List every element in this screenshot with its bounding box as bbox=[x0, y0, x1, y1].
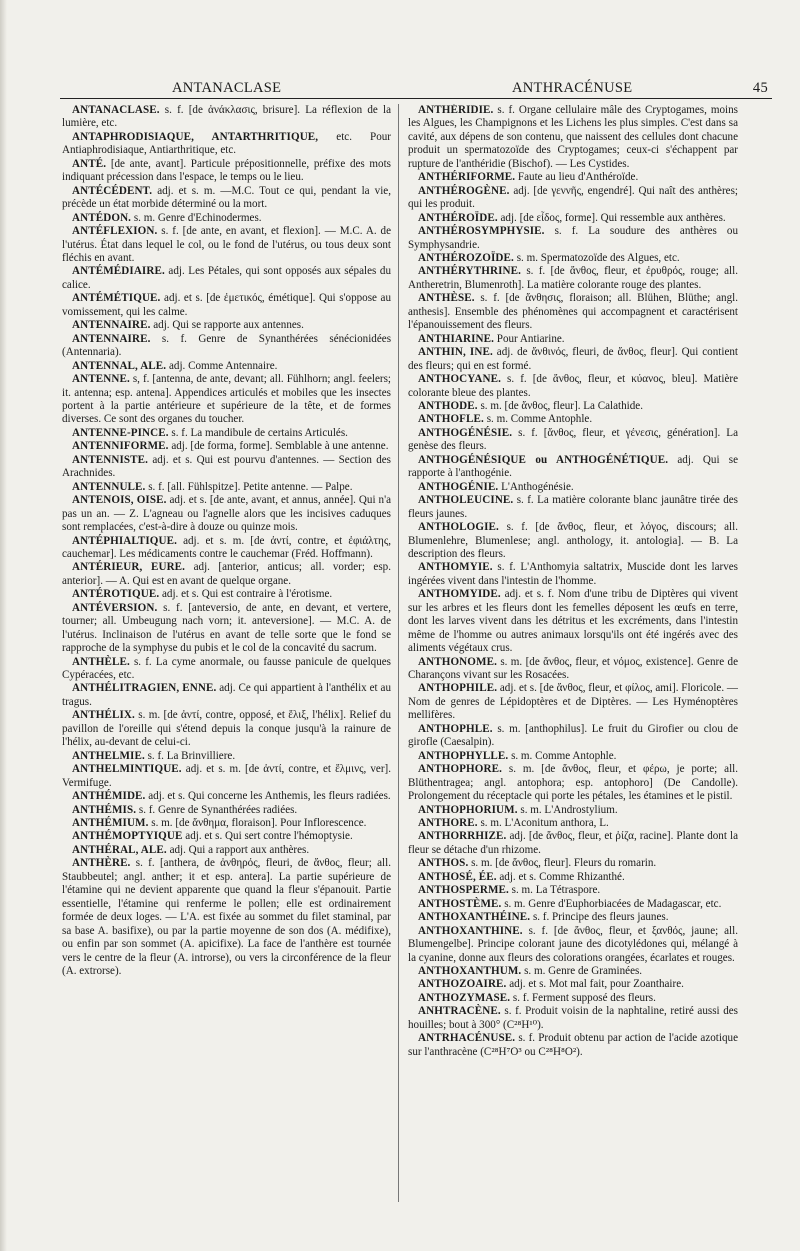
entry-definition: s. f. Ferment supposé des fleurs. bbox=[512, 991, 656, 1004]
entry-headword: ANTENOIS, OISE. bbox=[72, 494, 167, 507]
entry-headword: ANTHODE. bbox=[418, 399, 478, 412]
entry-definition: s. m. [de ἄνθημα, floraison]. Pour Inflorescence. bbox=[151, 817, 367, 830]
dictionary-entry bbox=[62, 185, 391, 212]
entry-definition: s. m. L'Aconitum anthora, L. bbox=[480, 817, 609, 830]
entry-definition: Pour Antiarine. bbox=[496, 332, 565, 345]
dictionary-entry bbox=[62, 817, 391, 830]
entry-headword: ANTHELMIE. bbox=[72, 749, 145, 762]
entry-headword: ANTHOGÉNÉSIE. bbox=[418, 426, 513, 439]
dictionary-entry bbox=[62, 535, 391, 562]
dictionary-entry bbox=[62, 682, 391, 709]
dictionary-entry bbox=[408, 413, 738, 426]
entry-headword: ANTHÉRYTHRINE. bbox=[418, 265, 522, 278]
dictionary-entry bbox=[408, 561, 738, 588]
entry-headword: ANTHOFLE. bbox=[418, 413, 484, 426]
entry-definition: s. f. La matière colorante blanc jaunâtre tirée des fleurs jaunes. bbox=[408, 494, 738, 520]
entry-definition: s. f. [de ἄνθος, fleur, et ἐρυθρός, rouge; all. Antheretrin, Blumenroth]. La matière colorante rouge des plantes. bbox=[408, 265, 738, 291]
entry-headword: ANTHONOME. bbox=[418, 655, 497, 668]
entry-headword: ANTRHACÉNUSE. bbox=[418, 1032, 516, 1045]
entry-definition: adj. de ἄνθινός, fleuri, de ἄνθος, fleur]. Qui contient des fleurs; qui en est formé. bbox=[408, 346, 738, 372]
entry-headword: ANTÉDON. bbox=[72, 211, 132, 224]
entry-definition: s, f. [antenna, de ante, devant; all. Fühlhorn; angl. feelers; it. antenna; esp. antena]. Appendices articulés et mobiles que les insectes portent à la partie antérieure et supérieure de la tête, et de formes diverses. Ce sont des organes du toucher. bbox=[62, 373, 391, 426]
entry-definition: adj. [de εἶδος, forme]. Qui ressemble aux anthères. bbox=[500, 211, 726, 224]
entry-headword: ANTHOPHYLLE. bbox=[418, 749, 509, 762]
dictionary-entry bbox=[62, 104, 391, 131]
dictionary-entry bbox=[408, 454, 738, 481]
header-right-title: ANTHRACÉNUSE bbox=[512, 80, 633, 96]
dictionary-entry bbox=[408, 656, 738, 683]
entry-headword: ANTHOSTÈME. bbox=[418, 897, 502, 910]
dictionary-entry bbox=[62, 763, 391, 790]
entry-definition: adj. Les Pétales, qui sont opposés aux sépales du calice. bbox=[62, 265, 391, 291]
entry-definition: s. m. Genre d'Echinodermes. bbox=[133, 211, 262, 224]
entry-definition: s. m. La Tétraspore. bbox=[511, 884, 601, 897]
entry-definition: adj. et s. Qui sert contre l'hémoptysie. bbox=[185, 830, 353, 843]
entry-definition: s. f. [de ἄνθησις, floraison; all. Blühen, Blüthe; angl. anthesis]. Ensemble des phénomènes qui accompagnent et caractérisent l'épanouissement des fleurs. bbox=[408, 292, 738, 332]
entry-definition: s. f. La cyme anormale, ou fausse panicule de quelques Cypéracées, etc. bbox=[62, 655, 391, 682]
entry-definition: adj. et s. f. Nom d'une tribu de Diptères qui vivent sur les arbres et les fleurs dont les femelles déposent les œufs en terre, dont les larves vivent dans les détritus et les excréments, dans l'intestin même de l'homme ou autres animaux lorsqu'ils ont été ingérés avec des aliments végétaux crus. bbox=[408, 588, 738, 655]
entry-headword: ANTENNE-PINCE. bbox=[72, 426, 169, 439]
entry-definition: adj. et s. m. [de ἀντί, contre, et ἕλμινς, ver]. Vermifuge. bbox=[62, 763, 391, 789]
dictionary-entry bbox=[62, 440, 391, 453]
entry-headword: ANTHOXANTHINE. bbox=[418, 924, 523, 937]
dictionary-entry bbox=[408, 871, 738, 884]
entry-definition: adj. et s. [de ante, avant, et annus, année]. Qui n'a pas un an. — Z. L'agneau ou l'agnelle alors que les incisives caduques sont remplacées, c'est-à-dire à douze ou quinze mois. bbox=[62, 494, 391, 534]
dictionary-entry bbox=[408, 978, 738, 991]
entry-headword: ANTHOSPERME. bbox=[418, 884, 509, 897]
entry-definition: s. m. [de ἄνθος, fleur, et νόμος, existence]. Genre de Charançons vivant sur les Rosacées. bbox=[408, 655, 738, 682]
dictionary-entry bbox=[62, 561, 391, 588]
entry-headword: ANTHOLEUCINE. bbox=[418, 494, 514, 507]
left-column bbox=[62, 104, 391, 1204]
entry-definition: s. f. [de ἀνάκλασις, brisure]. La réflexion de la lumière, etc. bbox=[62, 104, 391, 130]
entry-headword: ANTHOZOAIRE. bbox=[418, 978, 507, 991]
entry-definition: s. f. [de ante, en avant, et flexion]. — M.C. A. de l'utérus. État dans lequel le col, ou le fond de l'utérus, ou tous deux sont fléchis en avant. bbox=[62, 225, 391, 264]
entry-headword: ANTHIARINE. bbox=[418, 332, 494, 345]
entry-headword: ANTHOPHORIUM. bbox=[418, 803, 518, 816]
entry-headword: ANTHOZYMASE. bbox=[418, 991, 511, 1004]
dictionary-entry bbox=[408, 373, 738, 400]
dictionary-entry bbox=[62, 750, 391, 763]
dictionary-entry bbox=[408, 1005, 738, 1032]
entry-headword: ANTHOPHILE. bbox=[418, 682, 498, 695]
entry-headword: ANTHÉLIX. bbox=[72, 709, 135, 722]
entry-definition: adj. Qui se rapporte à l'anthogénie. bbox=[408, 453, 738, 480]
entry-headword: ANTHOXANTHÉINE. bbox=[418, 911, 531, 924]
entry-headword: ANTHELMINTIQUE. bbox=[72, 763, 182, 776]
entry-definition: adj. [anterior, anticus; all. vorder; esp. anterior]. — A. Qui est en avant de quelque organe. bbox=[62, 561, 391, 587]
dictionary-entry bbox=[408, 763, 738, 803]
entry-definition: s. m. Genre de Graminées. bbox=[524, 965, 643, 977]
dictionary-entry bbox=[408, 292, 738, 332]
dictionary-entry bbox=[62, 333, 391, 360]
dictionary-entry bbox=[62, 319, 391, 332]
entry-definition: s. f. Principe des fleurs jaunes. bbox=[532, 911, 669, 924]
entry-headword: ANTHOLOGIE. bbox=[418, 521, 499, 534]
entry-headword: ANTÉMÉTIQUE. bbox=[72, 292, 161, 305]
entry-headword: ANHTRACÈNE. bbox=[418, 1005, 501, 1018]
dictionary-entry bbox=[408, 911, 738, 924]
entry-definition: s. f. [de ἄνθος, fleur, et ξανθός, jaune; all. Blumengelbe]. Principe colorant jaune des dicotylédones qui, mélangé à la cyanine, donne aux fleurs des colorations orangées, écarlates et rouges. bbox=[408, 924, 738, 964]
entry-headword: ANTHÉROSYMPHYSIE. bbox=[418, 225, 545, 238]
dictionary-entry bbox=[62, 830, 391, 843]
entry-headword: ANTHOS. bbox=[418, 857, 469, 870]
entry-headword: ANTENNULE. bbox=[72, 480, 146, 493]
dictionary-entry bbox=[408, 898, 738, 911]
entry-definition: s. m. Comme Antophle. bbox=[511, 749, 617, 762]
dictionary-entry bbox=[62, 790, 391, 803]
dictionary-entry bbox=[62, 709, 391, 749]
entry-definition: etc. Pour Antiaphrodisiaque, Antiarthritique, etc. bbox=[62, 130, 391, 157]
entry-headword: ANTAPHRODISIAQUE, ANTARTHRITIQUE, bbox=[72, 130, 319, 143]
dictionary-entry bbox=[408, 682, 738, 722]
entry-headword: ANTHÉROÏDE. bbox=[418, 211, 498, 224]
dictionary-entry bbox=[408, 588, 738, 655]
entry-definition: adj. [de ἄνθος, fleur, et ῥίζα, racine]. Plante dont la fleur se détache d'un rhizome. bbox=[408, 830, 738, 856]
entry-headword: ANTHORE. bbox=[418, 817, 478, 830]
dictionary-entry bbox=[62, 844, 391, 857]
entry-headword: ANTHOPHORE. bbox=[418, 763, 502, 776]
entry-definition: adj. et s. Qui concerne les Anthemis, les fleurs radiées. bbox=[148, 790, 391, 803]
entry-headword: ANTHÉRIFORME. bbox=[418, 171, 516, 184]
dictionary-entry bbox=[62, 225, 391, 265]
dictionary-entry bbox=[408, 265, 738, 292]
dictionary-entry bbox=[62, 588, 391, 601]
page-number: 45 bbox=[752, 80, 768, 96]
entry-definition: [de ante, avant]. Particule prépositionnelle, préfixe des mots indiquant précession dans l'espace, le temps ou le lieu. bbox=[62, 157, 391, 184]
dictionary-entry bbox=[62, 373, 391, 427]
dictionary-entry bbox=[62, 158, 391, 185]
dictionary-entry bbox=[408, 925, 738, 965]
dictionary-entry bbox=[62, 804, 391, 817]
dictionary-entry bbox=[408, 333, 738, 346]
entry-headword: ANTÉROTIQUE. bbox=[72, 588, 160, 601]
entry-definition: s. m. [de ἀντί, contre, opposé, et ἕλιξ, l'hélix]. Relief du pavillon de l'oreille qui s'étend depuis la conque jusqu'à la rainure de l'hélix, au-devant de celui-ci. bbox=[62, 709, 391, 749]
entry-definition: adj. et s. Mot mal fait, pour Zoanthaire. bbox=[509, 978, 684, 991]
entry-definition: adj. et s. Comme Rhizanthé. bbox=[499, 870, 625, 883]
entry-headword: ANTÉPHIALTIQUE. bbox=[72, 534, 177, 547]
entry-definition: adj. et s. [de ἄνθος, fleur, et φίλος, ami]. Floricole. — Nom de genres de Lépidoptères et de Diptères. — Les Hyménoptères mellifères. bbox=[408, 682, 738, 722]
right-column bbox=[408, 104, 738, 1204]
entry-definition: s. f. La Brinvilliere. bbox=[147, 749, 236, 762]
dictionary-entry bbox=[408, 723, 738, 750]
entry-definition: s. m. [de ἄνθος, fleur, et φέρω, je porte; all. Blüthentragea; angl. antophora; esp. antophoro] (De Candolle). Prolongement du réceptacle qui porte les pétales, les étamines et le pistil. bbox=[408, 763, 738, 803]
entry-definition: s. m. [de ἄνθος, fleur]. La Calathide. bbox=[480, 399, 644, 412]
dictionary-entry bbox=[408, 521, 738, 561]
entry-headword: ANTHOXANTHUM. bbox=[418, 965, 522, 977]
dictionary-entry bbox=[408, 427, 738, 454]
dictionary-entry bbox=[62, 360, 391, 373]
dictionary-entry bbox=[62, 212, 391, 225]
entry-headword: ANTHÉRAL, ALE. bbox=[72, 843, 167, 856]
entry-headword: ANTÉVERSION. bbox=[72, 601, 158, 614]
dictionary-entry bbox=[408, 1032, 738, 1059]
entry-headword: ANTHÉMOPTYIQUE bbox=[72, 830, 183, 843]
entry-definition: s. m. [anthophilus]. Le fruit du Girofier ou clou de girofle (Caesalpin). bbox=[408, 722, 738, 749]
entry-headword: ANTHOMYIE. bbox=[418, 561, 493, 574]
entry-headword: ANTÉFLEXION. bbox=[72, 225, 158, 238]
dictionary-entry bbox=[408, 252, 738, 265]
entry-definition: s. m. L'Androstylium. bbox=[520, 803, 618, 816]
dictionary-entry bbox=[408, 400, 738, 413]
entry-headword: ANTHÉMIS. bbox=[72, 803, 137, 816]
entry-headword: ANTENNE. bbox=[72, 373, 130, 386]
dictionary-entry bbox=[408, 857, 738, 870]
entry-definition: s. f. [de ἄνθος, fleur, et κύανος, bleu]. Matière colorante bleue des plantes. bbox=[408, 373, 738, 399]
entry-definition: adj. Qui se rapporte aux antennes. bbox=[153, 319, 304, 332]
binding-shadow bbox=[0, 0, 7, 1251]
entry-headword: ANTHOSÉ, ÉE. bbox=[418, 870, 497, 883]
entry-definition: adj. et s. Qui est pourvu d'antennes. — Section des Arachnides. bbox=[62, 453, 391, 480]
entry-definition: adj. Comme Antennaire. bbox=[168, 359, 278, 372]
entry-headword: ANTÉRIEUR, EURE. bbox=[72, 561, 186, 574]
dictionary-entry bbox=[408, 992, 738, 1005]
dictionary-entry bbox=[408, 830, 738, 857]
entry-definition: adj. [de forma, forme]. Semblable à une antenne. bbox=[171, 440, 389, 453]
entry-definition: adj. et s. [de ἐμετικός, émétique]. Qui s'oppose au vomissement, qui les calme. bbox=[62, 292, 391, 318]
entry-definition: s. f. Produit obtenu par action de l'acide azotique sur l'anthracène (C²⁸H⁷O³ ou C²⁸H⁸O²). bbox=[408, 1032, 738, 1058]
entry-definition: s. m. [de ἄνθος, fleur]. Fleurs du romarin. bbox=[471, 857, 657, 870]
entry-definition: s. m. Genre d'Euphorbiacées de Madagascar, etc. bbox=[504, 897, 722, 910]
entry-headword: ANTENNAIRE. bbox=[72, 332, 151, 345]
entry-definition: s. f. [ἄνθος, fleur, et γένεσις, génération]. La genèse des fleurs. bbox=[408, 426, 738, 453]
dictionary-entry bbox=[62, 494, 391, 534]
entry-headword: ANTENNIFORME. bbox=[72, 440, 169, 453]
dictionary-entry bbox=[408, 481, 738, 494]
entry-definition: adj. [de γεννῆς, engendré]. Qui naît des anthères; qui les produit. bbox=[408, 184, 738, 211]
entry-headword: ANTHÉLITRAGIEN, ENNE. bbox=[72, 682, 217, 695]
entry-definition: s. m. Comme Antophle. bbox=[486, 413, 593, 426]
entry-definition: s. f. Genre de Synanthérées radiées. bbox=[138, 803, 298, 816]
entry-definition: s. m. Spermatozoïde des Algues, etc. bbox=[516, 251, 680, 264]
entry-definition: s. f. La soudure des anthères ou Symphysandrie. bbox=[408, 225, 738, 251]
entry-definition: L'Anthogénésie. bbox=[501, 480, 574, 493]
entry-headword: ANTHOPHLE. bbox=[418, 722, 493, 735]
dictionary-entry bbox=[62, 292, 391, 319]
entry-headword: ANTHÉROGÈNE. bbox=[418, 184, 510, 197]
entry-definition: adj. Ce qui appartient à l'anthélix et au tragus. bbox=[62, 682, 391, 708]
dictionary-entry bbox=[62, 656, 391, 683]
entry-definition: s. f. La mandibule de certains Articulés. bbox=[171, 426, 348, 439]
dictionary-entry bbox=[408, 750, 738, 763]
entry-headword: ANTHOCYANE. bbox=[418, 373, 501, 386]
entry-headword: ANTHÉMIDE. bbox=[72, 790, 146, 803]
dictionary-entry bbox=[408, 804, 738, 817]
dictionary-entry bbox=[408, 817, 738, 830]
dictionary-entry bbox=[62, 454, 391, 481]
entry-headword: ANTHOMYIDE. bbox=[418, 588, 501, 601]
entry-definition: s. f. Produit voisin de la naphtaline, retiré aussi des houilles; bout à 300° (C²⁸H¹⁰). bbox=[408, 1005, 738, 1031]
dictionary-entry bbox=[62, 265, 391, 292]
dictionary-entry bbox=[408, 884, 738, 897]
entry-headword: ANTHÉROZOÏDE. bbox=[418, 251, 514, 264]
entry-definition: s. f. Genre de Synanthérées sénécionidées (Antennaria). bbox=[62, 332, 391, 359]
dictionary-entry bbox=[62, 131, 391, 158]
dictionary-entry bbox=[62, 602, 391, 656]
entry-headword: ANTHORRHIZE. bbox=[418, 830, 507, 843]
entry-definition: adj. et s. Qui est contraire à l'érotisme. bbox=[161, 588, 333, 601]
entry-definition: Faute au lieu d'Anthéroïde. bbox=[517, 171, 639, 184]
dictionary-entry bbox=[408, 965, 738, 978]
entry-definition: s. f. L'Anthomyia saltatrix, Muscide dont les larves ingérées vivent dans l'intestin de l'homme. bbox=[408, 561, 738, 587]
entry-headword: ANTÉMÉDIAIRE. bbox=[72, 265, 165, 278]
header-rule bbox=[60, 98, 772, 99]
dictionary-entry bbox=[408, 225, 738, 252]
entry-headword: ANTHIN, INE. bbox=[418, 346, 493, 359]
entry-headword: ANTHÈRE. bbox=[72, 857, 131, 870]
entry-definition: s. f. Organe cellulaire mâle des Cryptogames, moins les Algues, les Champignons et les Lichens les plus simples. C'est dans sa cavité, aux dépens de son contenu, que naissent des cellules dont chacune produit un spermatozoïde des Cryptogames; ceux-ci s'échappent par rupture de l'anthéridie (Bischof). — Les Cystides. bbox=[408, 104, 738, 170]
entry-headword: ANTHÈSE. bbox=[418, 292, 475, 305]
entry-headword: ANTENNISTE. bbox=[72, 453, 149, 466]
entry-headword: ANTÉCÉDENT. bbox=[72, 184, 153, 197]
column-divider bbox=[398, 104, 399, 1202]
entry-headword: ANTHÉMIUM. bbox=[72, 817, 149, 830]
dictionary-entry bbox=[62, 857, 391, 978]
entry-headword: ANTENNAIRE. bbox=[72, 319, 151, 332]
entry-definition: adj. Qui a rapport aux anthères. bbox=[169, 843, 310, 856]
dictionary-entry bbox=[408, 171, 738, 184]
entry-definition: s. f. [de ἄνθος, fleur, et λόγος, discours; all. Blumenlehre, Blumenlese; angl. anthology, it. antologia]. — B. La description des fleurs. bbox=[408, 521, 738, 560]
dictionary-entry bbox=[408, 104, 738, 171]
entry-headword: ANTANACLASE. bbox=[72, 104, 160, 116]
entry-definition: s. f. [anthera, de ἀνθηρός, fleuri, de ἄνθος, fleur; all. Staubbeutel; angl. anther; it et esp. antera]. La partie supérieure de l'étamine qui ne devient apparente que quand la fleur s'épanouit. Partie essentielle, l'étamine qui renferme le pollen; elle est ordinairement formée de deux loges. — L'A. est fixée au sommet du filet staminal, par sa base A. basifixe), ou par la partie moyenne de son dos (A. médifixe), ou enfin par son sommet (A. apicifixe). La face de l'anthère est tournée vers le centre de la fleur (A. introrse), ou vers la circonférence de la fleur (A. extrorse). bbox=[62, 857, 391, 977]
dictionary-entry bbox=[62, 481, 391, 494]
entry-headword: ANTHOGÉNIE. bbox=[418, 480, 499, 493]
entry-definition: adj. et s. m. [de ἀντί, contre, et ἐφιάλτης, cauchemar]. Les médicaments contre le cauchemar (Fréd. Hoffmann). bbox=[62, 534, 391, 560]
entry-headword: ANTHÉRIDIE. bbox=[418, 104, 494, 116]
entry-headword: ANTÉ. bbox=[72, 157, 107, 170]
dictionary-entry bbox=[408, 494, 738, 521]
entry-headword: ANTENNAL, ALE. bbox=[72, 359, 167, 372]
entry-definition: adj. et s. m. —M.C. Tout ce qui, pendant la vie, précède un état morbide déterminé ou la mort. bbox=[62, 184, 391, 211]
dictionary-entry bbox=[408, 346, 738, 373]
entry-definition: s. f. [all. Fühlspitze]. Petite antenne. — Palpe. bbox=[148, 480, 353, 493]
header-left-title: ANTANACLASE bbox=[172, 80, 282, 96]
dictionary-entry bbox=[408, 212, 738, 225]
entry-definition: s. f. [anteversio, de ante, en devant, et vertere, tourner; all. Umbeugung nach vorn; it. anteversione]. — M.C. A. de l'utérus. Inclinaison de l'utérus en avant de telle sorte que le fond se rapproche de la symphyse du pubis et le col de la concavité du sacrum. bbox=[62, 601, 391, 655]
dictionary-entry bbox=[408, 185, 738, 212]
entry-headword: ANTHÈLE. bbox=[72, 655, 130, 668]
entry-headword: ANTHOGÉNÉSIQUE ou ANTHOGÉNÉTIQUE. bbox=[418, 453, 669, 466]
dictionary-entry bbox=[62, 427, 391, 440]
